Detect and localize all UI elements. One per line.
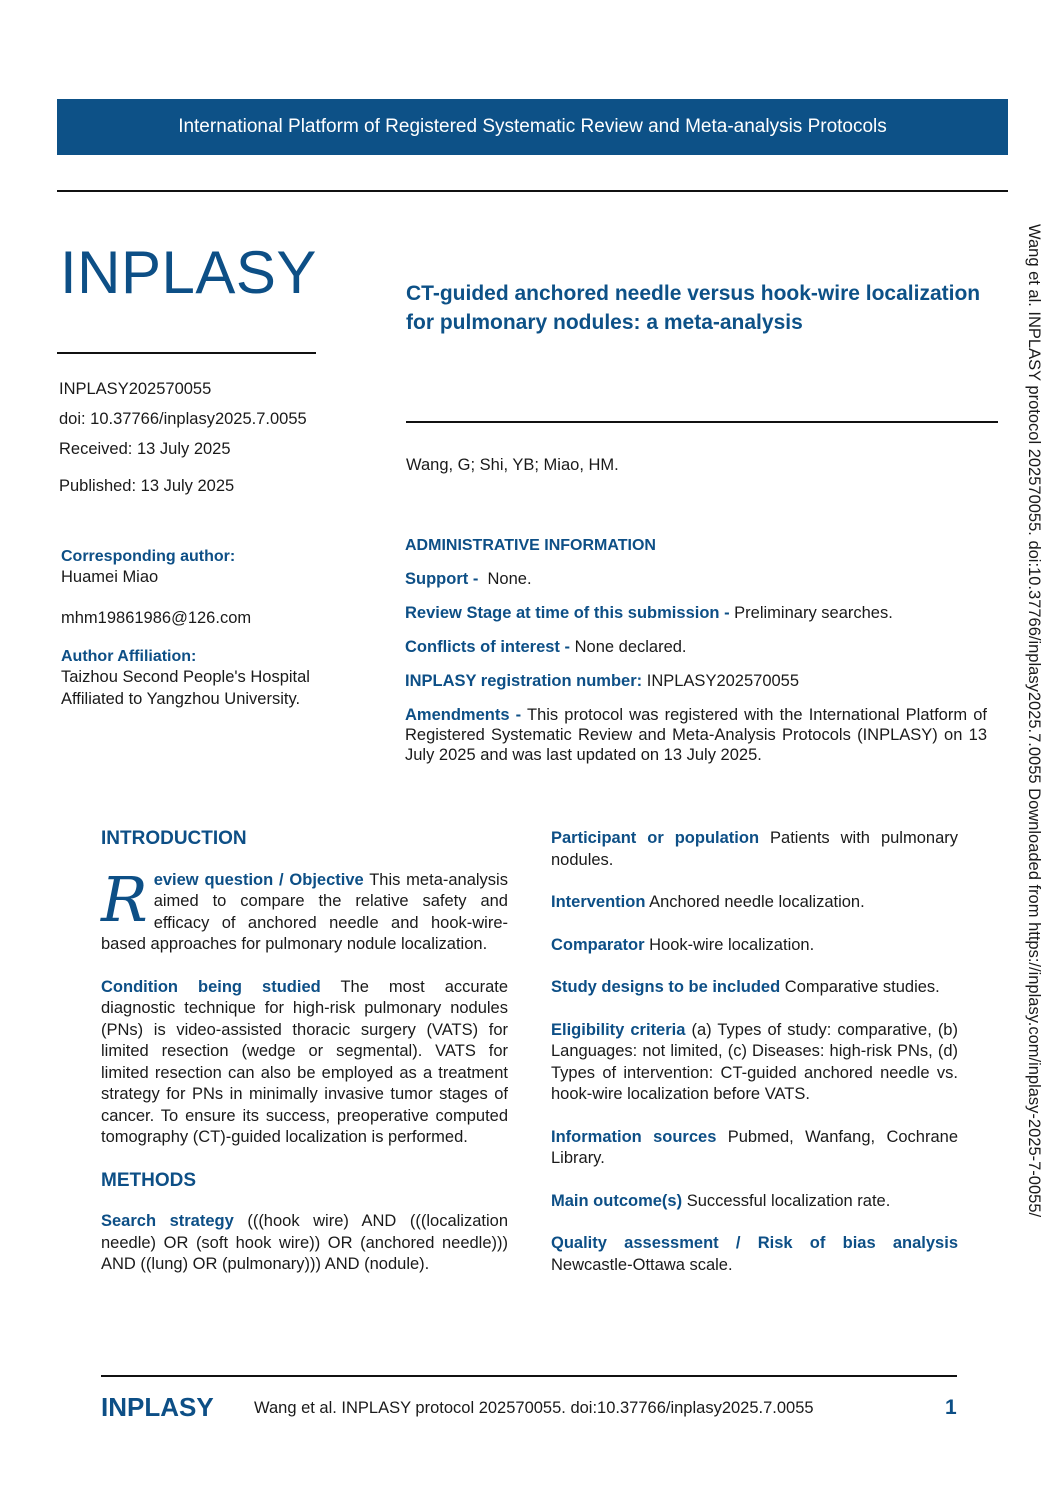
comparator-label: Comparator	[551, 935, 645, 954]
left-column	[101, 828, 508, 1297]
comparator-paragraph	[551, 935, 958, 957]
corresponding-label: Corresponding author:	[61, 548, 236, 565]
amendments-row	[405, 705, 987, 765]
comparator-text: Hook-wire localization.	[649, 935, 815, 954]
received-date: Received: 13 July 2025	[59, 440, 231, 458]
condition-paragraph	[101, 977, 508, 1149]
main-outcome-paragraph	[551, 1191, 958, 1213]
introduction-heading: INTRODUCTION	[101, 828, 247, 849]
quality-assessment-text: Newcastle-Ottawa scale.	[551, 1255, 733, 1274]
conflicts-value: None declared.	[574, 638, 687, 656]
header-banner	[57, 99, 1008, 155]
corresponding-name: Huamei Miao	[61, 568, 159, 586]
footer-divider	[101, 1375, 957, 1377]
brand-divider	[57, 352, 316, 354]
support-value: None.	[487, 570, 532, 588]
footer-brand: INPLASY	[101, 1392, 214, 1422]
support-row	[405, 569, 987, 589]
participant-label: Participant or population	[551, 829, 760, 847]
footer-citation: Wang et al. INPLASY protocol 202570055. doi:10.37766/inplasy2025.7.0055	[254, 1399, 814, 1417]
conflicts-label: Conflicts of interest -	[405, 638, 571, 656]
eligibility-text: (a) Types of study: comparative, (b) Languages: not limited, (c) Diseases: high-risk PNs, (d) Types of intervention: CT-guided anchored needle vs. hook-wire localization before VATS.	[551, 1020, 958, 1103]
vertical-download-notice[interactable]: Wang et al. INPLASY protocol 202570055. doi:10.37766/inplasy2025.7.0055 Downloaded from https://inplasy.com/inplasy-2025-7-0055/	[1025, 224, 1043, 1218]
search-strategy-label: Search strategy	[101, 1212, 234, 1230]
doi[interactable]: doi: 10.37766/inplasy2025.7.0055	[59, 410, 307, 428]
amendments-value: This protocol was registered with the International Platform of Registered Systematic Review and Meta-Analysis Protocols (INPLASY) on 13 July 2025 and was last updated on 13 July 2025.	[405, 706, 987, 764]
quality-assessment-paragraph	[551, 1233, 958, 1276]
title-divider	[406, 421, 998, 423]
right-column	[551, 828, 958, 1297]
eligibility-paragraph	[551, 1020, 958, 1106]
header-divider	[57, 190, 1008, 192]
corresponding-email[interactable]: mhm19861986@126.com	[61, 609, 252, 627]
review-question-text: This meta-analysis aimed to compare the relative safety and efficacy of anchored needle and hook-wire-based approaches for pulmonary nodule localization.	[101, 870, 508, 953]
information-sources-text: Pubmed, Wanfang, Cochrane Library.	[551, 1127, 958, 1167]
protocol-id: INPLASY202570055	[59, 380, 212, 398]
corresponding-block	[61, 548, 351, 710]
eligibility-label: Eligibility criteria	[551, 1020, 686, 1039]
admin-heading: ADMINISTRATIVE INFORMATION	[405, 537, 656, 554]
participant-text: Patients with pulmonary nodules.	[551, 829, 958, 869]
study-designs-text: Comparative studies.	[784, 978, 940, 996]
registration-value: INPLASY202570055	[646, 672, 800, 690]
participant-paragraph	[551, 828, 958, 871]
registration-label: INPLASY registration number:	[405, 672, 643, 690]
review-stage-row	[405, 603, 987, 623]
review-stage-label: Review Stage at time of this submission -	[405, 604, 730, 622]
authors: Wang, G; Shi, YB; Miao, HM.	[406, 456, 619, 474]
paper-title: CT-guided anchored needle versus hook-wire localization for pulmonary nodules: a meta-analysis	[406, 282, 981, 334]
main-outcome-label: Main outcome(s)	[551, 1191, 683, 1210]
search-strategy-text: (((hook wire) AND (((localization needle) OR (soft hook wire)) OR (anchored needle))) AND ((lung) OR (pulmonary))) AND (nodule).	[101, 1212, 508, 1273]
published-date: Published: 13 July 2025	[59, 477, 235, 495]
methods-heading: METHODS	[101, 1169, 196, 1191]
review-question-label: eview question / Objective	[153, 870, 364, 889]
main-outcome-text: Successful localization rate.	[686, 1191, 891, 1210]
support-label: Support -	[405, 570, 479, 588]
quality-assessment-label: Quality assessment / Risk of bias analysis	[551, 1234, 958, 1252]
information-sources-label: Information sources	[551, 1127, 717, 1146]
intervention-text: Anchored needle localization.	[649, 893, 865, 911]
condition-text: The most accurate diagnostic technique for high-risk pulmonary nodules (PNs) is video-assisted thoracic surgery (VATS) for limited resection (wedge or segmental). VATS for limited resection can also be employed as a treatment strategy for PNs in minimally invasive tumor stages of cancer. To ensure its success, preoperative computed tomography (CT)-guided localization is performed.	[101, 977, 509, 1146]
condition-label: Condition being studied	[101, 977, 321, 996]
administrative-info	[405, 537, 987, 779]
search-strategy-paragraph	[101, 1211, 508, 1276]
registration-row	[405, 671, 987, 691]
review-stage-value: Preliminary searches.	[734, 604, 893, 622]
study-designs-paragraph	[551, 977, 958, 999]
banner-text: International Platform of Registered Systematic Review and Meta-analysis Protocols	[178, 116, 887, 137]
brand-logo-text: INPLASY	[60, 239, 317, 306]
page-number: 1	[945, 1396, 957, 1419]
intervention-label: Intervention	[551, 893, 646, 911]
intervention-paragraph	[551, 892, 958, 914]
affiliation-label: Author Affiliation:	[61, 648, 197, 665]
amendments-label: Amendments -	[405, 706, 522, 724]
review-question-paragraph	[101, 862, 508, 956]
drop-cap: R	[101, 862, 148, 936]
study-designs-label: Study designs to be included	[551, 978, 781, 996]
information-sources-paragraph	[551, 1127, 958, 1170]
conflicts-row	[405, 637, 987, 657]
affiliation-text: Taizhou Second People's Hospital Affiliated to Yangzhou University.	[61, 668, 310, 708]
